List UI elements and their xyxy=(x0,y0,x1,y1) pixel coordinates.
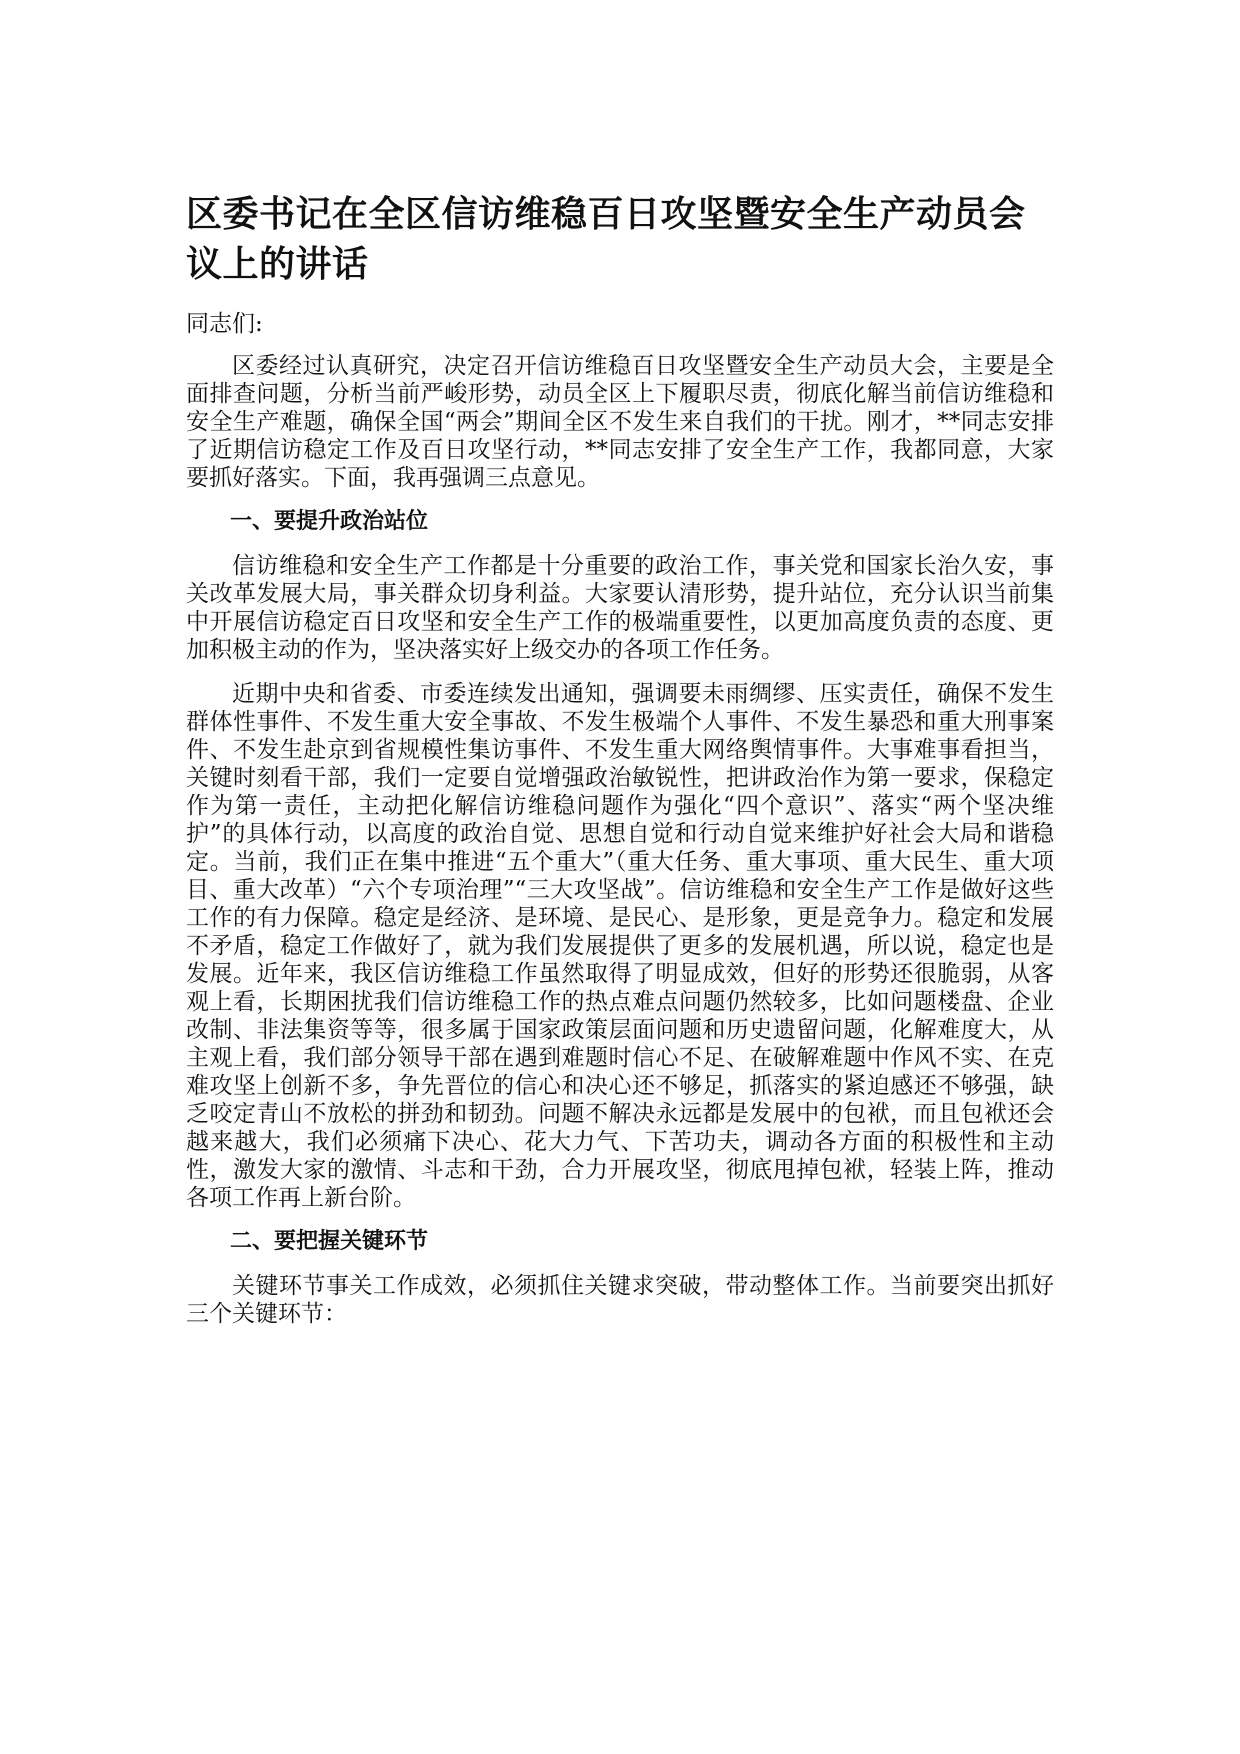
document-body xyxy=(186,310,1054,1344)
intro-paragraph: 区委经过认真研究，决定召开信访维稳百日攻坚暨安全生产动员大会，主要是全面排查问题，分析当前严峻形势，动员全区上下履职尽责，彻底化解当前信访维稳和安全生产难题，确保全国“两会”期间全区不发生来自我们的干扰。刚才，**同志安排了近期信访稳定工作及百日攻坚行动，**同志安排了安全生产工作，我都同意，大家要抓好落实。下面，我再强调三点意见。 xyxy=(186,353,1054,491)
section-heading-1: 一、要提升政治站位 xyxy=(230,509,429,534)
section1-paragraph-1: 信访维稳和安全生产工作都是十分重要的政治工作，事关党和国家长治久安，事关改革发展大局，事关群众切身利益。大家要认清形势，提升站位，充分认识当前集中开展信访稳定百日攻坚和安全生产工作的极端重要性，以更加高度负责的态度、更加积极主动的作为，坚决落实好上级交办的各项工作任务。 xyxy=(186,553,1054,663)
section-heading-2: 二、要把握关键环节 xyxy=(230,1229,429,1254)
section1-paragraph-2: 近期中央和省委、市委连续发出通知，强调要未雨绸缪、压实责任，确保不发生群体性事件、不发生重大安全事故、不发生极端个人事件、不发生暴恐和重大刑事案件、不发生赴京到省规模性集访事件、不发生重大网络舆情事件。大事难事看担当，关键时刻看干部，我们一定要自觉增强政治敏锐性，把讲政治作为第一要求，保稳定作为第一责任，主动把化解信访维稳问题作为强化“四个意识”、落实“两个坚决维护”的具体行动，以高度的政治自觉、思想自觉和行动自觉来维护好社会大局和谐稳定。当前，我们正在集中推进“五个重大”（重大任务、重大事项、重大民生、重大项目、重大改革）“六个专项治理”“三大攻坚战”。信访维稳和安全生产工作是做好这些工作的有力保障。稳定是经济、是环境、是民心、是形象，更是竞争力。稳定和发展不矛盾，稳定工作做好了，就为我们发展提供了更多的发展机遇，所以说，稳定也是发展。近年来，我区信访维稳工作虽然取得了明显成效，但好的形势还很脆弱，从客观上看，长期困扰我们信访维稳工作的热点难点问题仍然较多，比如问题楼盘、企业改制、非法集资等等，很多属于国家政策层面问题和历史遗留问题，化解难度大，从主观上看，我们部分领导干部在遇到难题时信心不足、在破解难题中作风不实、在克难攻坚上创新不多，争先晋位的信心和决心还不够足，抓落实的紧迫感还不够强，缺乏咬定青山不放松的拼劲和韧劲。问题不解决永远都是发展中的包袱，而且包袱还会越来越大，我们必须痛下决心、花大力气、下苦功夫，调动各方面的积极性和主动性，激发大家的激情、斗志和干劲，合力开展攻坚，彻底甩掉包袱，轻装上阵，推动各项工作再上新台阶。 xyxy=(186,681,1054,1211)
section2-paragraph-1: 关键环节事关工作成效，必须抓住关键求突破，带动整体工作。当前要突出抓好三个关键环节： xyxy=(186,1273,1054,1327)
salutation: 同志们: xyxy=(186,311,263,337)
document-title: 区委书记在全区信访维稳百日攻坚暨安全生产动员会议上的讲话 xyxy=(186,194,1026,285)
